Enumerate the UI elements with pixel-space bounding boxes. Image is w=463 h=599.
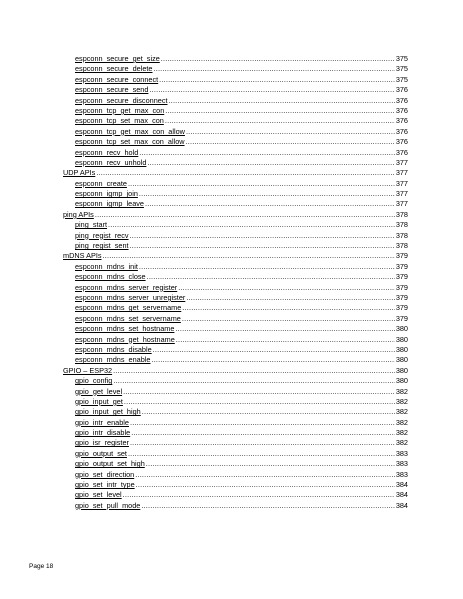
toc-entry-title[interactable]: gpio_output_set: [75, 448, 127, 458]
toc-entry-title[interactable]: espconn_tcp_get_max_con_allow: [75, 126, 185, 136]
toc-entry-page[interactable]: 376: [395, 105, 408, 115]
toc-entry-title[interactable]: espconn_create: [75, 178, 127, 188]
toc-entry-title[interactable]: ping_regist_sent: [75, 241, 129, 251]
dot-leader: [131, 428, 395, 438]
toc-entry[interactable]: [0, 220, 463, 230]
toc-entry[interactable]: [0, 387, 463, 397]
toc-entry-page[interactable]: 377: [395, 168, 408, 178]
toc-entry-page[interactable]: 377: [395, 199, 408, 209]
toc-entry[interactable]: [0, 199, 463, 209]
dot-leader: [141, 501, 394, 511]
toc-entry-page[interactable]: 383: [395, 448, 408, 458]
toc-entry[interactable]: [0, 54, 463, 64]
toc-entry-page[interactable]: 382: [395, 396, 408, 406]
toc-entry-title[interactable]: gpio_isr_register: [75, 438, 129, 448]
toc-entry-page[interactable]: 375: [395, 54, 408, 63]
toc-entry-page[interactable]: 382: [395, 428, 408, 438]
toc-entry-title[interactable]: gpio_set_pull_mode: [75, 500, 141, 510]
toc-entry-page[interactable]: 379: [395, 272, 408, 282]
toc-entry-title[interactable]: gpio_config: [75, 376, 113, 386]
toc-entry-page[interactable]: 376: [395, 147, 408, 157]
toc-entry-page[interactable]: 383: [395, 459, 408, 469]
dot-leader: [142, 407, 395, 417]
toc-entry-title[interactable]: ping_start: [75, 220, 108, 230]
toc-entry-title[interactable]: espconn_mdns_init: [75, 261, 138, 271]
toc-entry[interactable]: [0, 438, 463, 448]
toc-entry-title[interactable]: gpio_input_get: [75, 396, 123, 406]
toc-entry-page[interactable]: 380: [395, 376, 408, 386]
toc-entry-title[interactable]: gpio_intr_enable: [75, 417, 129, 427]
toc-entry-title[interactable]: espconn_secure_delete: [75, 64, 153, 74]
toc-entry-page[interactable]: 379: [395, 313, 408, 323]
toc-entry-page[interactable]: 378: [395, 230, 408, 240]
toc-entry-title[interactable]: espconn_mdns_set_servername: [75, 313, 181, 323]
dot-leader: [135, 470, 395, 480]
toc-entry[interactable]: [0, 314, 463, 324]
toc-entry[interactable]: [0, 335, 463, 345]
dot-leader: [130, 241, 395, 251]
dot-leader: [124, 397, 395, 407]
toc-entry-page[interactable]: 376: [395, 85, 408, 95]
dot-leader: [139, 148, 395, 158]
dot-leader: [154, 64, 395, 74]
dot-leader: [139, 262, 395, 272]
toc-entry-page[interactable]: 384: [395, 480, 408, 490]
dot-leader: [147, 158, 394, 168]
toc-entry[interactable]: [0, 85, 463, 95]
toc-entry-title[interactable]: espconn_mdns_enable: [75, 355, 151, 365]
toc-entry-page[interactable]: 378: [395, 220, 408, 230]
toc-entry-title[interactable]: gpio_set_level: [75, 490, 122, 500]
dot-leader: [128, 449, 395, 459]
toc-entry[interactable]: [0, 127, 463, 137]
toc-entry[interactable]: [0, 283, 463, 293]
toc-entry-page[interactable]: 379: [395, 282, 408, 292]
toc-entry-page[interactable]: 376: [395, 126, 408, 136]
toc-entry[interactable]: [0, 366, 463, 376]
toc-entry[interactable]: [0, 96, 463, 106]
dot-leader: [108, 220, 395, 230]
toc-entry-page[interactable]: 379: [395, 292, 408, 302]
toc-entry-page[interactable]: 382: [395, 407, 408, 417]
toc-entry-page[interactable]: 380: [395, 324, 408, 334]
toc-entry-title[interactable]: espconn_tcp_set_max_con: [75, 116, 164, 126]
dot-leader: [130, 418, 395, 428]
toc-entry[interactable]: [0, 480, 463, 490]
dot-leader: [136, 480, 395, 490]
toc-entry-page[interactable]: 377: [395, 157, 408, 167]
toc-entry[interactable]: [0, 231, 463, 241]
dot-leader: [113, 366, 395, 376]
toc-entry[interactable]: [0, 251, 463, 261]
toc-entry-page[interactable]: 379: [395, 261, 408, 271]
dot-leader: [146, 459, 395, 469]
toc-entry-title[interactable]: gpio_input_get_high: [75, 407, 141, 417]
toc-entry-page[interactable]: 380: [395, 344, 408, 354]
toc-entry[interactable]: [0, 407, 463, 417]
toc-entry[interactable]: [0, 64, 463, 74]
toc-entry[interactable]: [0, 148, 463, 158]
toc-entry[interactable]: [0, 179, 463, 189]
dot-leader: [128, 179, 395, 189]
toc-entry-page[interactable]: 378: [395, 241, 408, 251]
toc-entry-title[interactable]: ping APIs: [63, 209, 94, 219]
toc-entry-title[interactable]: gpio_set_direction: [75, 469, 135, 479]
toc-entry-page[interactable]: 377: [395, 189, 408, 199]
toc-entry-page[interactable]: 379: [395, 251, 408, 261]
toc-entry[interactable]: [0, 470, 463, 480]
toc-entry-title[interactable]: espconn_mdns_get_servername: [75, 303, 182, 313]
dot-leader: [103, 251, 395, 261]
toc-entry[interactable]: [0, 293, 463, 303]
toc-entry[interactable]: [0, 418, 463, 428]
toc-entry[interactable]: [0, 210, 463, 220]
toc-entry[interactable]: [0, 158, 463, 168]
dot-leader: [182, 314, 395, 324]
toc-entry[interactable]: [0, 137, 463, 147]
dot-leader: [153, 345, 395, 355]
dot-leader: [159, 75, 395, 85]
toc-entry-page[interactable]: 375: [395, 64, 408, 74]
toc-entry[interactable]: [0, 75, 463, 85]
toc-entry[interactable]: [0, 345, 463, 355]
dot-leader: [147, 272, 395, 282]
toc-entry-page[interactable]: 378: [395, 209, 408, 219]
toc-entry-title[interactable]: espconn_igmp_leave: [75, 199, 144, 209]
dot-leader: [123, 490, 395, 500]
toc-entry[interactable]: [0, 501, 463, 511]
toc-entry-page[interactable]: 377: [395, 178, 408, 188]
toc-entry-page[interactable]: 376: [395, 116, 408, 126]
toc-entry-title[interactable]: ping_regist_recv: [75, 230, 129, 240]
toc-entry[interactable]: [0, 303, 463, 313]
dot-leader: [151, 355, 394, 365]
toc-entry-title[interactable]: espconn_mdns_server_unregister: [75, 292, 186, 302]
toc-entry-title[interactable]: espconn_mdns_server_register: [75, 282, 178, 292]
toc-entry[interactable]: [0, 397, 463, 407]
toc-entry[interactable]: [0, 324, 463, 334]
dot-leader: [175, 324, 394, 334]
dot-leader: [169, 96, 395, 106]
dot-leader: [165, 106, 395, 116]
toc-entry-title[interactable]: espconn_mdns_set_hostname: [75, 324, 175, 334]
dot-leader: [96, 168, 395, 178]
toc-entry-title[interactable]: espconn_tcp_set_max_con_allow: [75, 137, 185, 147]
toc-entry[interactable]: [0, 459, 463, 469]
dot-leader: [178, 283, 395, 293]
toc-entry-page[interactable]: 384: [395, 490, 408, 500]
toc-entry-page[interactable]: 382: [395, 386, 408, 396]
toc-entry-page[interactable]: 380: [395, 365, 408, 375]
dot-leader: [130, 438, 395, 448]
toc-entry-title[interactable]: espconn_recv_unhold: [75, 157, 147, 167]
toc-entry-title[interactable]: gpio_set_intr_type: [75, 480, 135, 490]
toc-entry-page[interactable]: 376: [395, 95, 408, 105]
page-number-footer: Page 18: [29, 563, 54, 570]
toc-entry[interactable]: [0, 106, 463, 116]
toc-entry[interactable]: [0, 241, 463, 251]
toc-entry-title[interactable]: espconn_igmp_join: [75, 189, 138, 199]
toc-entry-page[interactable]: 375: [395, 74, 408, 84]
toc-entry-page[interactable]: 376: [395, 137, 408, 147]
toc-entry-page[interactable]: 379: [395, 303, 408, 313]
dot-leader: [139, 189, 395, 199]
toc-entry-page[interactable]: 382: [395, 438, 408, 448]
toc-entry-title[interactable]: espconn_mdns_close: [75, 272, 146, 282]
toc-entry[interactable]: [0, 428, 463, 438]
toc-entry[interactable]: [0, 189, 463, 199]
toc-entry-page[interactable]: 380: [395, 355, 408, 365]
dot-leader: [161, 54, 395, 64]
dot-leader: [186, 127, 395, 137]
toc-entry-title[interactable]: espconn_mdns_disable: [75, 344, 152, 354]
toc-entry-title[interactable]: GPIO – ESP32: [63, 365, 113, 375]
dot-leader: [176, 335, 395, 345]
dot-leader: [182, 303, 395, 313]
dot-leader: [149, 85, 394, 95]
toc-entry[interactable]: [0, 262, 463, 272]
toc-entry-title[interactable]: espconn_mdns_get_hostname: [75, 334, 175, 344]
dot-leader: [113, 376, 394, 386]
toc-entry-title[interactable]: gpio_output_set_high: [75, 459, 145, 469]
dot-leader: [130, 231, 395, 241]
toc-entry[interactable]: [0, 490, 463, 500]
toc-entry-title[interactable]: mDNS APIs: [63, 251, 102, 261]
toc-entry[interactable]: [0, 376, 463, 386]
toc-entry-title[interactable]: gpio_get_level: [75, 386, 123, 396]
dot-leader: [123, 387, 395, 397]
toc-entry-page[interactable]: 384: [395, 500, 408, 510]
toc-entry-title[interactable]: espconn_recv_hold: [75, 147, 139, 157]
toc-entry-title[interactable]: espconn_secure_get_size: [75, 54, 160, 63]
toc-entry-page[interactable]: 382: [395, 417, 408, 427]
toc-entry[interactable]: [0, 449, 463, 459]
toc-entry-page[interactable]: 383: [395, 469, 408, 479]
toc-entry-title[interactable]: espconn_secure_connect: [75, 74, 159, 84]
toc-entry[interactable]: [0, 355, 463, 365]
toc-entry-page[interactable]: 380: [395, 334, 408, 344]
toc-entry[interactable]: [0, 116, 463, 126]
dot-leader: [165, 116, 395, 126]
dot-leader: [186, 293, 394, 303]
toc-entry-title[interactable]: espconn_secure_disconnect: [75, 95, 168, 105]
toc-entry-title[interactable]: UDP APIs: [63, 168, 96, 178]
dot-leader: [95, 210, 395, 220]
dot-leader: [145, 199, 395, 209]
table-of-contents: [0, 54, 463, 511]
toc-entry[interactable]: [0, 272, 463, 282]
toc-entry[interactable]: [0, 168, 463, 178]
dot-leader: [186, 137, 395, 147]
toc-entry-title[interactable]: espconn_secure_send: [75, 85, 149, 95]
toc-entry-title[interactable]: gpio_intr_disable: [75, 428, 131, 438]
toc-entry-title[interactable]: espconn_tcp_get_max_con: [75, 105, 165, 115]
